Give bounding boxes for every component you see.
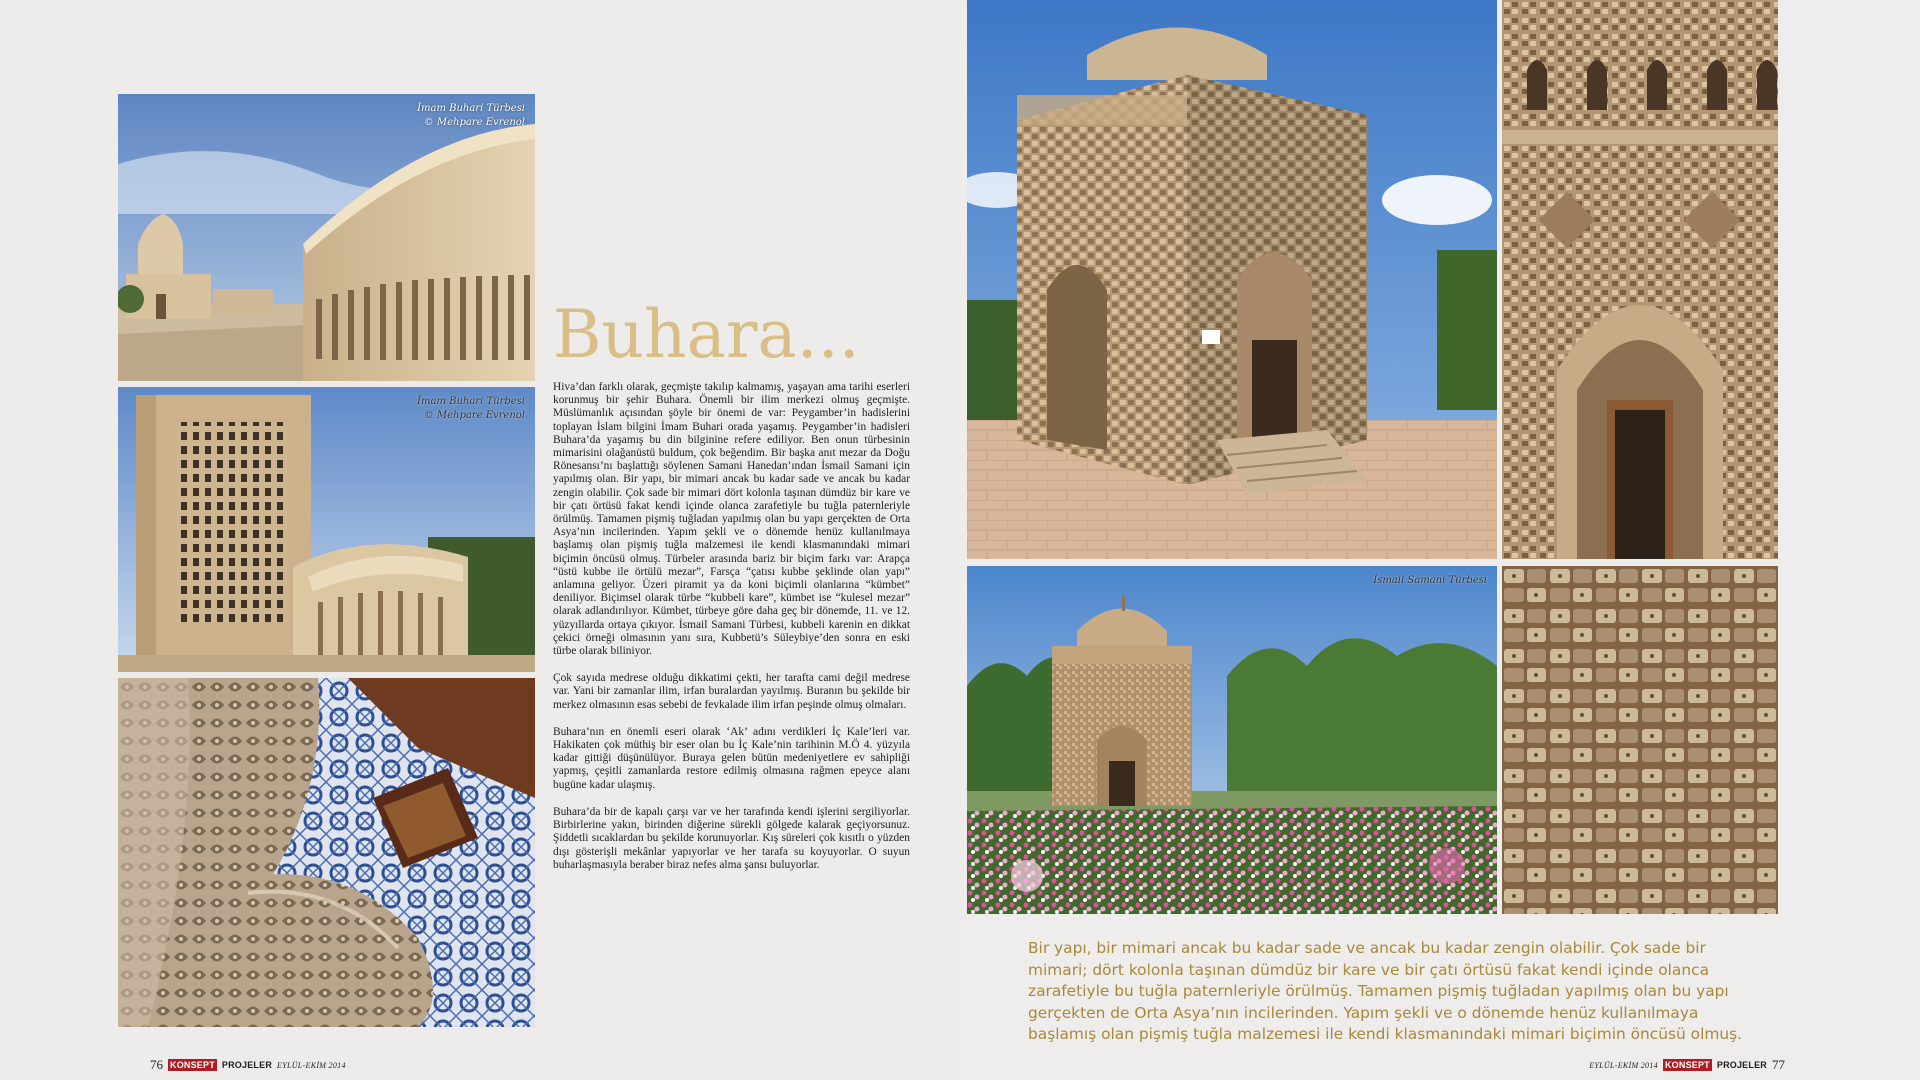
photo6-caption-title: İsmail Samani Türbesi [1373, 575, 1487, 586]
pull-quote: Bir yapı, bir mimari ancak bu kadar sade ve ancak bu kadar zengin olabilir. Çok sade bir mimari; dört kolonla taşınan dümdüz bir kare ve bir çatı örtüsü fakat kendi içinde olanca zarafetiyle bu tuğla paternleriyle örülmüş. Tamamen pişmiş tuğladan yapılmış olan bu yapı gerçekten de Orta Asya’nın incilerinden. Yapım şekli ve o dönemde henüz kullanılmaya başlamış olan pişmiş tuğla malzemesi ile kendi klasmanındaki mimari biçimin öncüsü olmuş. [1028, 939, 1743, 1044]
page-number: 76 [150, 1057, 163, 1072]
issue-date: EYLÜL-EKİM 2014 [1589, 1060, 1658, 1070]
photo1-caption-title: İmam Buhari Türbesi [417, 103, 525, 114]
magazine-logo-box: KONSEPT [170, 1060, 215, 1070]
photo-samani-mausoleum [967, 0, 1497, 559]
page-number: 77 [1772, 1057, 1785, 1072]
folio-right [1589, 1057, 1785, 1073]
article-title: Buhara... [553, 296, 860, 373]
photo1-caption-credit: © Mehpare Evrenol [423, 117, 525, 128]
photo1-caption [417, 102, 525, 130]
issue-date: EYLÜL-EKİM 2014 [277, 1060, 346, 1070]
right-page [960, 0, 1920, 1080]
folio-left [150, 1057, 346, 1073]
photo2-caption-credit: © Mehpare Evrenol [423, 410, 525, 421]
article-paragraph: Çok sayıda medrese olduğu dikkatimi çekti, her tarafta cami değil medrese var. Yani bir zamanlar ilim, irfan buralardan yayılmış. Buranın bu şekilde bir merkez olmasının esas sebebi de fevkalade ilim irfan peşinde olmuş olmaları. [553, 672, 910, 711]
photo-imam-buhari-lattice [118, 387, 535, 672]
photo6-caption [1373, 574, 1487, 588]
photo2-caption-title: İmam Buhari Türbesi [417, 396, 525, 407]
article-paragraph: Buhara’nın en önemli eseri olarak ‘Ak’ adını verdikleri İç Kale’leri var. Hakikaten çok müthiş bir eser olan bu İç Kale’nin tarihinin M.Ö 4. yüzyıla kadar gittiği düşünülüyor. Buraya gelen bütün medeniyetlere ev sahipliği yapmış, çeşitli zamanlarda restore edilmiş olmasına rağmen epeyce alanı bugüne kadar ulaşmış. [553, 725, 910, 791]
magazine-logo-text: PROJELER [221, 1060, 273, 1070]
photo2-caption [417, 395, 525, 423]
article-body [553, 381, 910, 886]
photo-brick-texture [1502, 566, 1778, 914]
photo-samani-park [967, 566, 1497, 914]
photo-samani-portal-detail [1502, 0, 1778, 559]
photo-carved-column-tiles [118, 678, 535, 1027]
photo-imam-buhari-exterior [118, 94, 535, 381]
magazine-logo-box: KONSEPT [1664, 1060, 1710, 1070]
article-paragraph: Buhara’da bir de kapalı çarşı var ve her tarafında kendi işlerini sergiliyorlar. Birbirlerine yakın, birinden diğerine sürekli gölgede kalarak geçiyorsunuz. Şiddetli sıcaklardan bu şekilde korunuyorlar. Kış süreleri çok kısıtlı o yüzden dışı gösterişli mekânlar yapıyorlar ve her tarafa su koyuyorlar. O suyun buharlaşmasıyla beraber biraz nefes alma şansı buluyorlar. [553, 805, 910, 871]
article-paragraph: Hiva’dan farklı olarak, geçmişte takılıp kalmamış, yaşayan ama tarihi eserleri korunmuş bir şehir Buhara. Önemli bir ilim merkezi olmuş geçmişte. Müslümanlık açısından şöyle bir önemi de var: Peygamber’in hadislerini toplayan İslam bilgini İmam Buhari orada yaşamış. Peygamber’in hadisleri Buhara’da yaşamış bu din bilginine refere ediliyor. Ben onun türbesinin mimarisini olağanüstü buldum, çok beğendim. Bir başka anıt mezar da Doğu Rönesansı’nı başlattığı söylenen Samani Hanedan’ından İsmail Samani için yapılmış olan. Bir yapı, bir mimari ancak bu kadar sade ve ancak bu kadar zengin olabilir. Çok sade bir mimari dört kolonla taşınan dümdüz bir kare ve bir çatı örtüsü fakat kendi içinde olanca zarafetiyle bu tuğla paternleriyle örülmüş. Tamamen pişmiş tuğladan yapılmış olan bu yapı gerçekten de Orta Asya’nın incilerinden. Yapım şekli ve o dönemde henüz kullanılmaya başlamış olan pişmiş tuğla malzemesi ile kendi klasmanındaki mimari biçimin öncüsü olmuş. Türbeler arasında bariz bir biçim farkı var: Arapça “üstü kubbe ile örtülü mezar”, Farsça “çatısı kubbe şeklinde olan yapı” anlamına geliyor. Üzeri piramit ya da koni biçimli olanlarına “kümbet” deniliyor. Biçimsel olarak türbe “kubbeli kare”, kümbet ise “kulesel mezar” olarak adlandırılıyor. Kümbet, türbeye göre daha geç bir dönemde, 11. ve 12. yüzyıllarda ortaya çıkıyor. İsmail Samani Türbesi, kubbeli karenin en dikkat çekici örneği olmasının yanı sıra, Kubbetü’s Süleybiye’den sonra en eski türbe olarak biliniyor. [553, 381, 910, 658]
magazine-logo-text: PROJELER [1716, 1060, 1767, 1070]
